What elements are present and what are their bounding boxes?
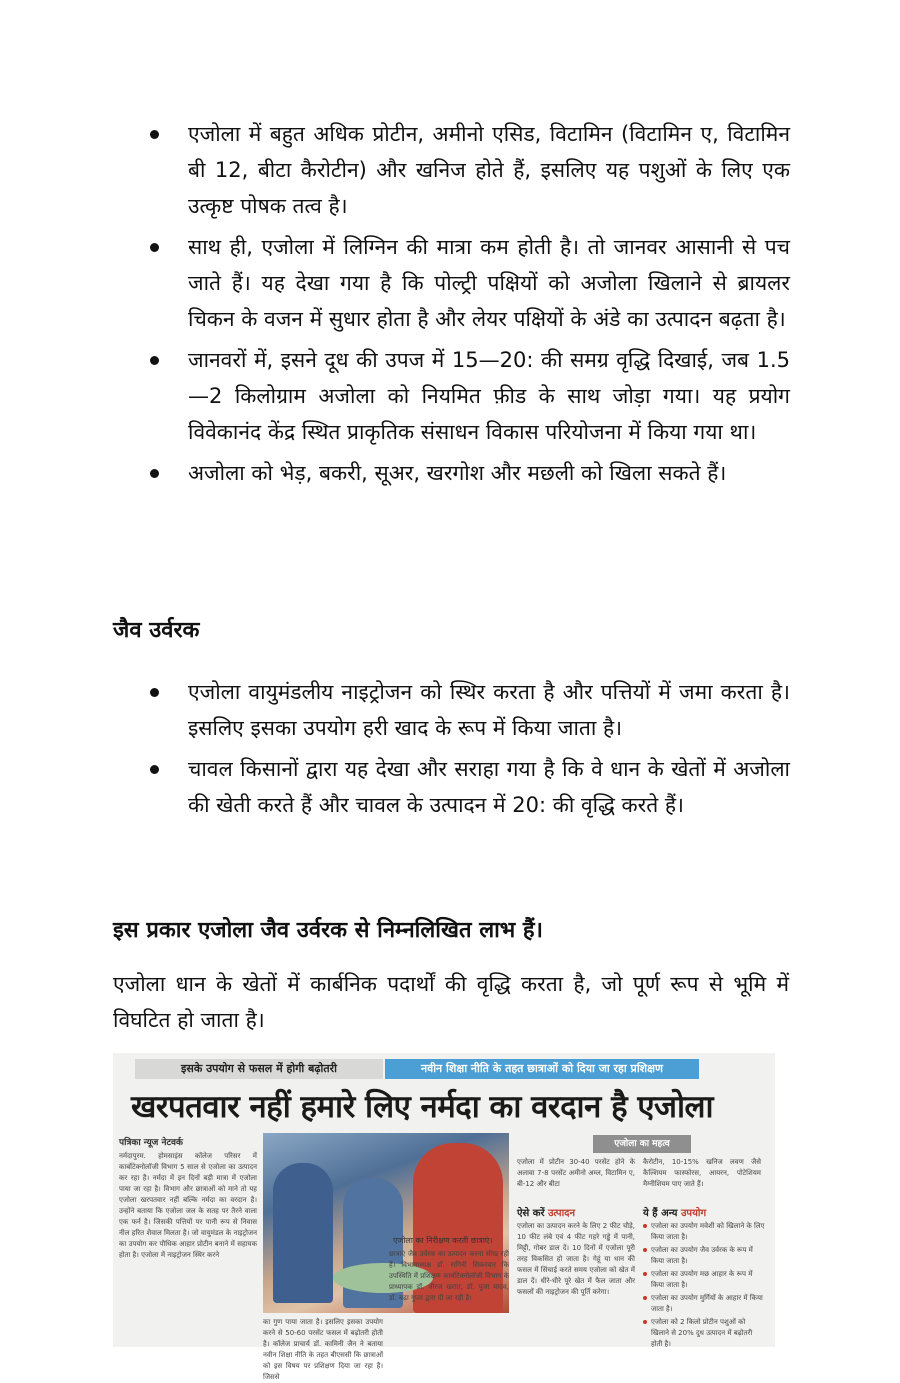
bullet-text: एजोला वायुमंडलीय नाइट्रोजन को स्थिर करता है और पत्तियों में जमा करता है। इसलिए इसका उपयोग हरी खाद के रूप में किया जाता है। [188, 680, 790, 740]
bullet-dot [150, 356, 159, 365]
subhead-prefix: ये हैं अन्य [643, 1208, 678, 1219]
bullet-text: एजोला में बहुत अधिक प्रोटीन, अमीनो एसिड, विटामिन (विटामिन ए, विटामिन बी 12, बीटा कैरोटीन) और खनिज होते हैं, इसलिए यह पशुओं के लिए एक उत्कृष्ट पोषक तत्व है। [188, 122, 790, 218]
subhead-accent: उत्पादन [548, 1208, 576, 1219]
list-item: एजोला का उपयोग जैव उर्वरक के रूप में किया जाता है। [643, 1245, 765, 1267]
bullet-text: साथ ही, एजोला में लिग्निन की मात्रा कम होती है। तो जानवर आसानी से पच जाते हैं। यह देखा गया है कि पोल्ट्री पक्षियों को अजोला खिलाने से ब्रायलर चिकन के वजन में सुधार होता है और लेयर पक्षियों के अंडे का उत्पादन बढ़ता है। [188, 235, 790, 331]
clipping-box-text-left: एजोला में प्रोटीन 30-40 परसेंट होने के अलावा 7-8 परसेंट अमीनो अम्ल, विटामिन ए, बी-12 और बीटा [517, 1158, 635, 1188]
bullet-text: चावल किसानों द्वारा यह देखा और सराहा गया है कि वे धान के खेतों में अजोला की खेती करते हैं और चावल के उत्पादन में 20: की वृद्धि करते हैं। [188, 757, 790, 817]
list-item [150, 751, 790, 823]
section-heading-biofertilizer: जैव उर्वरक [113, 618, 200, 643]
list-item [150, 455, 790, 491]
list-item [150, 674, 790, 746]
list-item [150, 342, 790, 450]
bullet-dot [150, 469, 159, 478]
subhead-prefix: ऐसे करें [517, 1208, 545, 1219]
section-heading-benefits: इस प्रकार एजोला जैव उर्वरक से निम्नलिखित लाभ हैं। [113, 918, 543, 943]
biofertilizer-bullet-list [150, 674, 790, 828]
clipping-tag-right: नवीन शिक्षा नीति के तहत छात्राओं को दिया जा रहा प्रशिक्षण [385, 1059, 699, 1079]
clipping-byline: पत्रिका न्यूज नेटवर्क [119, 1138, 183, 1148]
clipping-subhead-uses [643, 1205, 706, 1219]
list-item [150, 229, 790, 337]
clipping-subhead-production [517, 1205, 575, 1219]
clipping-column-1: नर्मदापुरम. होमसाइंस कॉलेज परिसर में कार्बोटेक्नोलॉजी विभाग 5 साल से एजोला का उत्पादन कर रहा है। नर्मदा में इन दिनों बड़ी मात्रा में एजोला पाया जा रहा है। विभाग और छात्राओं को माने तो यह एजोला खरपतवार नहीं बल्कि नर्मदा का वरदान है। उन्होंने बताया कि एजोला जल के सतह पर तैरने वाला एक फर्न है। जिसकी पत्तियों पर पानी रूप से निवास नील हरित शैवाल मिलता है। जो वायुमंडल के नाइट्रोजन का उपयोग कर पौधिक आहार प्रोटीन बनाने में सहायक होता है। एजोला में नाइट्रोजन स्थिर करने [119, 1152, 257, 1259]
bullet-text: अजोला को भेड़, बकरी, सूअर, खरगोश और मछली को खिला सकते हैं। [188, 461, 727, 485]
list-item: एजोला को 2 किलो प्रोटीन पशुओं को खिलाने से 20% दुध उत्पादन में बढ़ोतरी होती है। [643, 1317, 765, 1350]
bullet-dot [150, 765, 159, 774]
clipping-photo-caption: एजोला का निरीक्षण करती छात्राएं। [393, 1236, 493, 1245]
clipping-headline: खरपतवार नहीं हमारे लिए नर्मदा का वरदान है एजोला [131, 1089, 714, 1125]
clipping-box-text-right: कैरोटीन, 10-15% खनिज लवण जैसे कैल्शियम फास्फोरस, आयरन, पोटेशियम मैग्नीशियम पाए जाते हैं। [643, 1158, 761, 1188]
list-item [150, 116, 790, 224]
newspaper-clipping [113, 1053, 775, 1381]
bullet-dot [150, 130, 159, 139]
clipping-production-text: एजोला का उत्पादन करने के लिए 2 फीट चौड़े, 10 फीट लंबे एवं 4 फीट गहरे गड्ढे में पानी, मिट्टी, गोबर डाल दें। 10 दिनों में एजोला पूरी तरह विकसित हो जाता है। गेहूं या धान की फसल में सिंचाई करते समय एजोला को खेत में डाल दें। धीरे-धीरे पूरे खेत में फैल जाता और फसलों की नाइट्रोजन की पूर्ति करेगा। [517, 1222, 635, 1296]
bullet-dot [150, 688, 159, 697]
clipping-column-3: छात्राएं जैव उर्वरक का उत्पादन करना सीख रही हैं। विभागाध्यक्ष डॉ. रागिनी सिकरवार कि उपस्थिति में प्रशिक्षण कार्बोटेक्नोलॉजी विभाग के प्राध्यापक डॉ. धीरज खरात, डॉ. पूजा यादव, डॉ. बढ़ा गुप्ता द्वारा दी जा रही है। [389, 1250, 509, 1302]
list-item: एजोला का उपयोग मुर्गियों के आहार में किया जाता है। [643, 1293, 765, 1315]
clipping-uses-list [643, 1221, 765, 1352]
bullet-text: जानवरों में, इसने दूध की उपज में 15—20: की समग्र वृद्धि दिखाई, जब 1.5—2 किलोग्राम अजोला को नियमित फ़ीड के साथ जोड़ा गया। यह प्रयोग विवेकानंद केंद्र स्थित प्राकृतिक संसाधन विकास परियोजना में किया गया था। [188, 348, 790, 444]
nutrition-bullet-list [150, 116, 790, 496]
clipping-box-title: एजोला का महत्व [593, 1135, 691, 1153]
list-item: एजोला का उपयोग मवेशी को खिलाने के लिए किया जाता है। [643, 1221, 765, 1243]
photo-student-1 [273, 1163, 333, 1303]
subhead-accent: उपयोग [680, 1208, 707, 1219]
clipping-tag-left: इसके उपयोग से फसल में होगी बढ़ोतरी [135, 1059, 383, 1079]
list-item: एजोला का उपयोग मछ आहार के रूप में किया जाता है। [643, 1269, 765, 1291]
benefits-paragraph: एजोला धान के खेतों में कार्बनिक पदार्थों की वृद्धि करता है, जो पूर्ण रूप से भूमि में विघटित हो जाता है। [113, 972, 789, 1032]
bullet-dot [150, 243, 159, 252]
clipping-column-2: का गुण पाया जाता है। इसलिए इसका उपयोग करने से 50-60 परसेंट फसल में बढ़ोतरी होती है। कॉलेज प्राचार्य डॉ. कामिनी जैन ने बताया नवीन शिक्षा नीति के तहत बीएससी कि छात्राओं को इस विषय पर प्रशिक्षण दिया जा रहा है। जिससे [263, 1318, 383, 1381]
